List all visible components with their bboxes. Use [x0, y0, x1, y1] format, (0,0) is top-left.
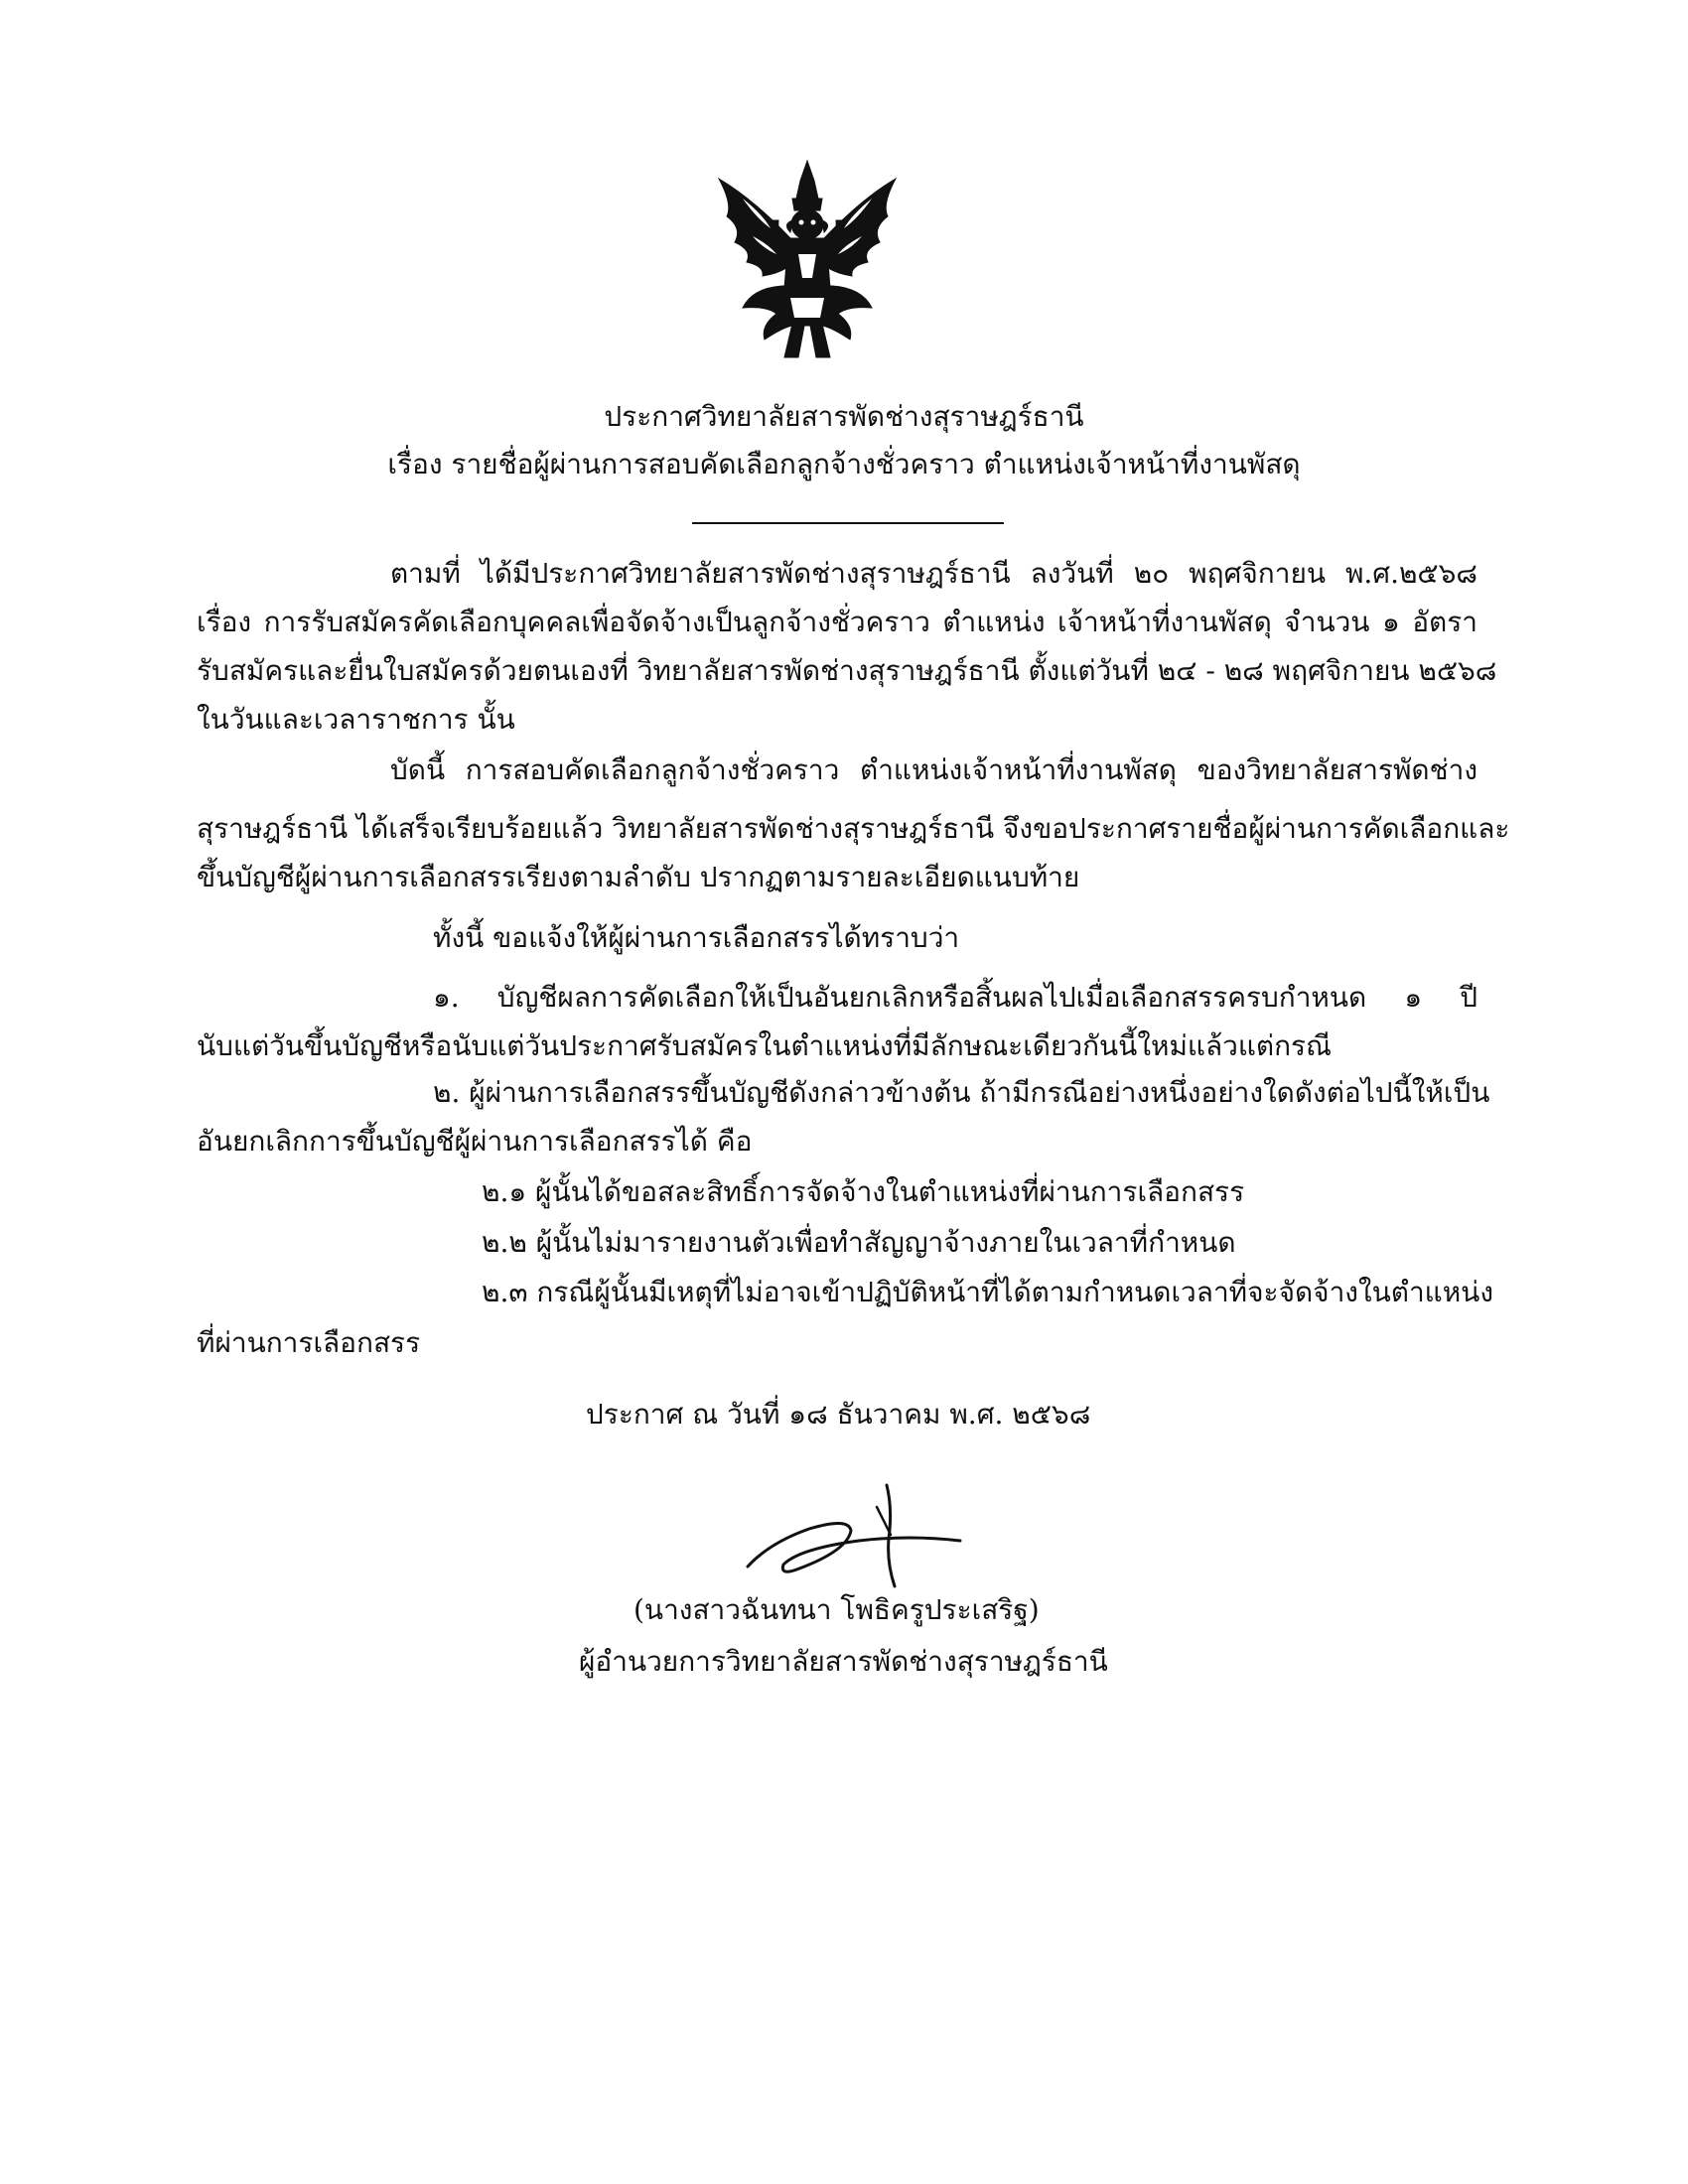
item2-line-2: อันยกเลิกการขึ้นบัญชีผู้ผ่านการเลือกสรรได้ คือ [197, 1125, 753, 1158]
p3-line: ทั้งนี้ ขอแจ้งให้ผู้ผ่านการเลือกสรรได้ทราบว่า [433, 921, 960, 954]
garuda-emblem-icon [713, 159, 902, 362]
p2-line-2: สุราษฎร์ธานี ได้เสร็จเรียบร้อยแล้ว วิทยาลัยสารพัดช่างสุราษฎร์ธานี จึงขอประกาศรายชื่อผู้ผ่านการคัดเลือกและ [197, 812, 1510, 845]
subject-title: เรื่อง รายชื่อผู้ผ่านการสอบคัดเลือกลูกจ้างชั่วคราว ตำแหน่งเจ้าหน้าที่งานพัสดุ [387, 448, 1301, 480]
signer-title: ผู้อำนวยการวิทยาลัยสารพัดช่างสุราษฎร์ธานี [579, 1645, 1108, 1678]
p1-line-3: รับสมัครและยื่นใบสมัครด้วยตนเองที่ วิทยาลัยสารพัดช่างสุราษฎร์ธานี ตั้งแต่วันที่ ๒๔ - ๒๘ พฤศจิกายน ๒๕๖๘ [197, 654, 1497, 687]
p1-line-1: ตามที่ ได้มีประกาศวิทยาลัยสารพัดช่างสุราษฎร์ธานี ลงวันที่ ๒๐ พฤศจิกายน พ.ศ.๒๕๖๘ [390, 557, 1477, 590]
item1-line-1: ๑. บัญชีผลการคัดเลือกให้เป็นอันยกเลิกหรือสิ้นผลไปเมื่อเลือกสรรครบกำหนด ๑ ปี [433, 981, 1477, 1014]
item2-3-line-2: ที่ผ่านการเลือกสรร [197, 1326, 421, 1359]
issuer-title: ประกาศวิทยาลัยสารพัดช่างสุราษฎร์ธานี [604, 400, 1084, 433]
item2-1-line: ๒.๑ ผู้นั้นได้ขอสละสิทธิ์การจัดจ้างในตำแหน่งที่ผ่านการเลือกสรร [482, 1175, 1245, 1208]
item1-line-2: นับแต่วันขึ้นบัญชีหรือนับแต่วันประกาศรับสมัครในตำแหน่งที่มีลักษณะเดียวกันนี้ใหม่แล้วแต่กรณี [197, 1029, 1333, 1062]
item2-3-line-1: ๒.๓ กรณีผู้นั้นมีเหตุที่ไม่อาจเข้าปฏิบัติหน้าที่ได้ตามกำหนดเวลาที่จะจัดจ้างในตำแหน่ง [482, 1276, 1493, 1308]
p1-line-4: ในวันและเวลาราชการ นั้น [197, 703, 515, 736]
item2-line-1: ๒. ผู้ผ่านการเลือกสรรขึ้นบัญชีดังกล่าวข้างต้น ถ้ามีกรณีอย่างหนึ่งอย่างใดดังต่อไปนี้ให้เป็น [433, 1076, 1490, 1109]
p2-line-3: ขึ้นบัญชีผู้ผ่านการเลือกสรรเรียงตามลำดับ ปรากฏตามรายละเอียดแนบท้าย [197, 861, 1080, 893]
p1-line-2: เรื่อง การรับสมัครคัดเลือกบุคคลเพื่อจัดจ้างเป็นลูกจ้างชั่วคราว ตำแหน่ง เจ้าหน้าที่งานพัสดุ จำนวน ๑ อัตรา [197, 606, 1477, 638]
announcement-date: ประกาศ ณ วันที่ ๑๘ ธันวาคม พ.ศ. ๒๕๖๘ [586, 1398, 1091, 1431]
item2-2-line: ๒.๒ ผู้นั้นไม่มารายงานตัวเพื่อทำสัญญาจ้างภายในเวลาที่กำหนด [482, 1226, 1236, 1259]
header-divider [692, 522, 1004, 524]
signer-name: (นางสาวฉันทนา โพธิครูประเสริฐ) [633, 1593, 1040, 1626]
p2-line-1: บัดนี้ การสอบคัดเลือกลูกจ้างชั่วคราว ตำแหน่งเจ้าหน้าที่งานพัสดุ ของวิทยาลัยสารพัดช่าง [390, 753, 1477, 786]
signature-icon [740, 1479, 968, 1598]
